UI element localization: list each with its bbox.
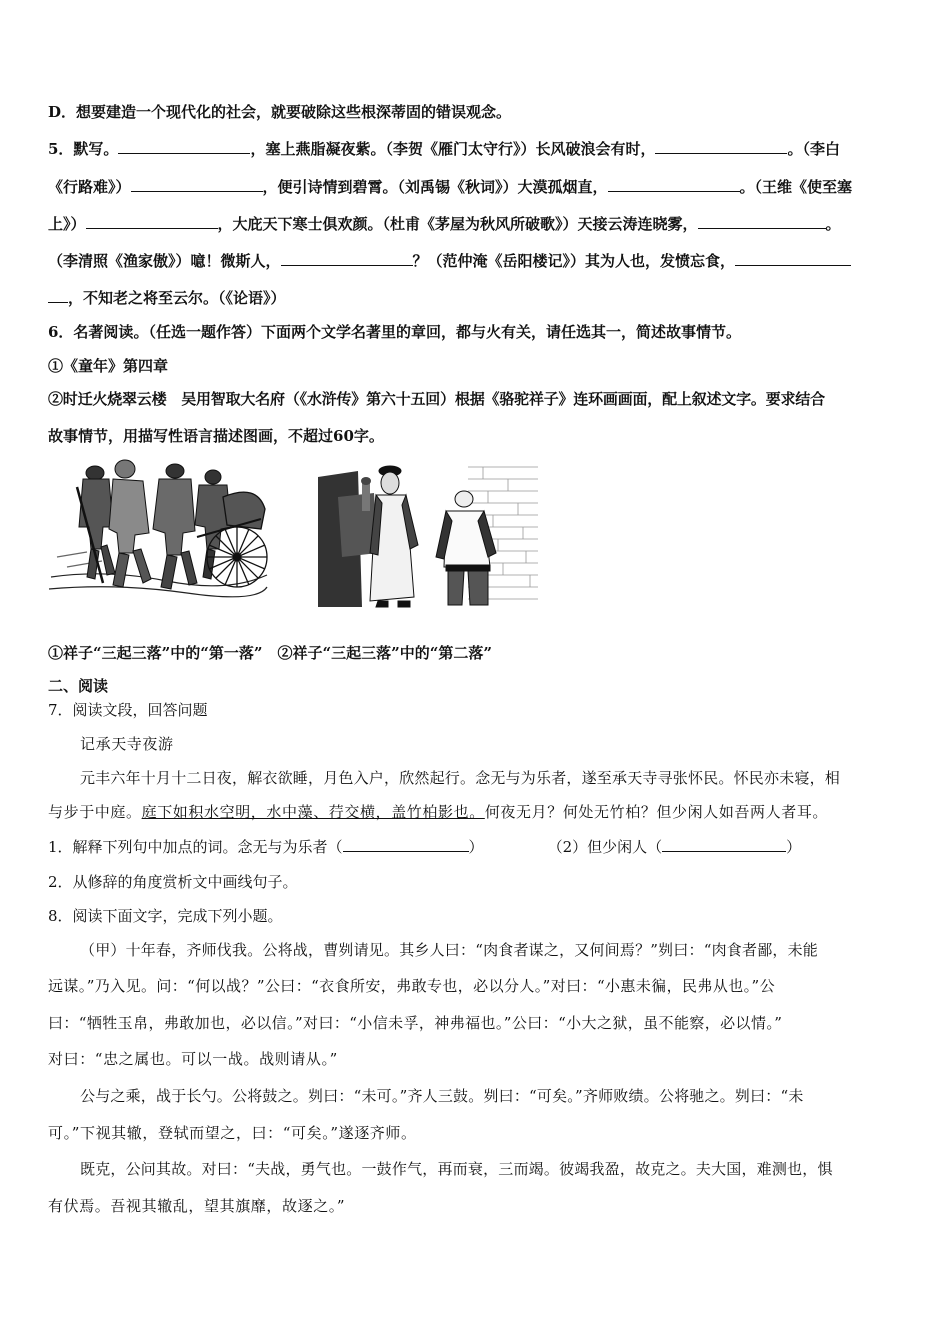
option-d-line: D．想要建造一个现代化的社会，就要破除这些根深蒂固的错误观念。	[48, 103, 512, 121]
q8-passage-line-1: （甲）十年春，齐师伐我。公将战，曹刿请见。其乡人曰：“肉食者谋之，又何间焉？”刿曰：“肉食者鄙，未能	[80, 941, 819, 959]
q6-caption: ①祥子“三起三落”中的“第一落” ②祥子“三起三落”中的“第二落”	[48, 644, 493, 662]
q5-line-2: 《行路难》） ，便引诗情到碧霄。（刘禹锡《秋词》）大漠孤烟直， 。（王维《使至塞	[48, 178, 853, 196]
fill-blank[interactable]	[86, 214, 218, 229]
answer-blank-2[interactable]	[662, 837, 786, 852]
q6-option-2: ②时迁火烧翠云楼 吴用智取大名府（《水浒传》第六十五回）根据《骆驼祥子》连环画画面，配上叙述文字。要求结合	[48, 390, 825, 408]
passage-title: 记承天寺夜游	[80, 735, 174, 753]
fill-blank[interactable]	[735, 251, 851, 266]
section-heading: 二、阅读	[48, 677, 109, 695]
q8-passage-line-6: 可。”下视其辙，登轼而望之，曰：“可矣。”遂逐齐师。	[48, 1124, 417, 1142]
q6-option-1: ①《童年》第四章	[48, 357, 169, 375]
q8-passage-line-7: 既克，公问其故。对曰：“夫战，勇气也。一鼓作气，再而衰，三而竭。彼竭我盈，故克之。夫大国，难测也，惧	[80, 1160, 833, 1178]
rickshaw-illustration	[47, 457, 269, 599]
answer-blank-1[interactable]	[343, 837, 469, 852]
fill-blank[interactable]	[48, 288, 68, 303]
q6-option-2-cont: 故事情节，用描写性语言描述图画，不超过60字。	[48, 427, 384, 445]
q5-line-1: 5．默写。 ，塞上燕脂凝夜紫。（李贺《雁门太守行》）长风破浪会有时， 。（李白	[48, 140, 840, 158]
passage-line-2: 与步于中庭。庭下如积水空明，水中藻、荇交横，盖竹柏影也。何夜无月？何处无竹柏？但少闲人如吾两人者耳。	[48, 803, 829, 821]
fill-blank[interactable]	[698, 214, 826, 229]
underlined-sentence: 庭下如积水空明，水中藻、荇交横，盖竹柏影也。	[141, 803, 485, 821]
fill-blank[interactable]	[131, 177, 263, 192]
q7-intro: 7．阅读文段，回答问题	[48, 701, 208, 719]
q6-intro: 6．名著阅读。（任选一题作答）下面两个文学名著里的章回，都与火有关，请任选其一，简述故事情节。	[48, 323, 741, 341]
fill-blank[interactable]	[608, 177, 740, 192]
q8-passage-line-2: 远谋。”乃入见。问：“何以战？”公曰：“衣食所安，弗敢专也，必以分人。”对曰：“小惠未徧，民弗从也。”公	[48, 977, 775, 995]
fill-blank[interactable]	[118, 139, 250, 154]
q5-line-5: ，不知老之将至云尔。（《论语》）	[48, 288, 908, 308]
q5-line-3: 上》） ，大庇天下寒士俱欢颜。（杜甫《茅屋为秋风所破歌》）天接云涛连晓雾， 。	[48, 215, 841, 233]
q7-sub-2: 2．从修辞的角度赏析文中画线句子。	[48, 873, 298, 891]
q8-passage-line-5: 公与之乘，战于长勺。公将鼓之。刿曰：“未可。”齐人三鼓。刿曰：“可矣。”齐师败绩。公将驰之。刿曰：“未	[80, 1087, 804, 1105]
two-men-illustration	[318, 457, 540, 609]
fill-blank[interactable]	[655, 139, 787, 154]
q8-passage-line-8: 有伏焉。吾视其辙乱，望其旗靡，故逐之。”	[48, 1197, 346, 1215]
q8-intro: 8．阅读下面文字，完成下列小题。	[48, 907, 283, 925]
q8-passage-line-3: 曰：“牺牲玉帛，弗敢加也，必以信。”对曰：“小信未孚，神弗福也。”公曰：“小大之狱，虽不能察，必以情。”	[48, 1014, 783, 1032]
passage-line-1: 元丰六年十月十二日夜，解衣欲睡，月色入户，欣然起行。念无与为乐者，遂至承天寺寻张怀民。怀民亦未寝，相	[80, 769, 841, 787]
q5-line-4: （李清照《渔家傲》）噫！微斯人， ？（范仲淹《岳阳楼记》）其为人也，发愤忘食，	[48, 251, 908, 271]
q7-sub-1: 1．解释下列句中加点的词。念无与为乐者（ ） （2）但少闲人（ ）	[48, 838, 802, 856]
fill-blank[interactable]	[281, 251, 413, 266]
q8-passage-line-4: 对曰：“忠之属也。可以一战。战则请从。”	[48, 1050, 338, 1068]
